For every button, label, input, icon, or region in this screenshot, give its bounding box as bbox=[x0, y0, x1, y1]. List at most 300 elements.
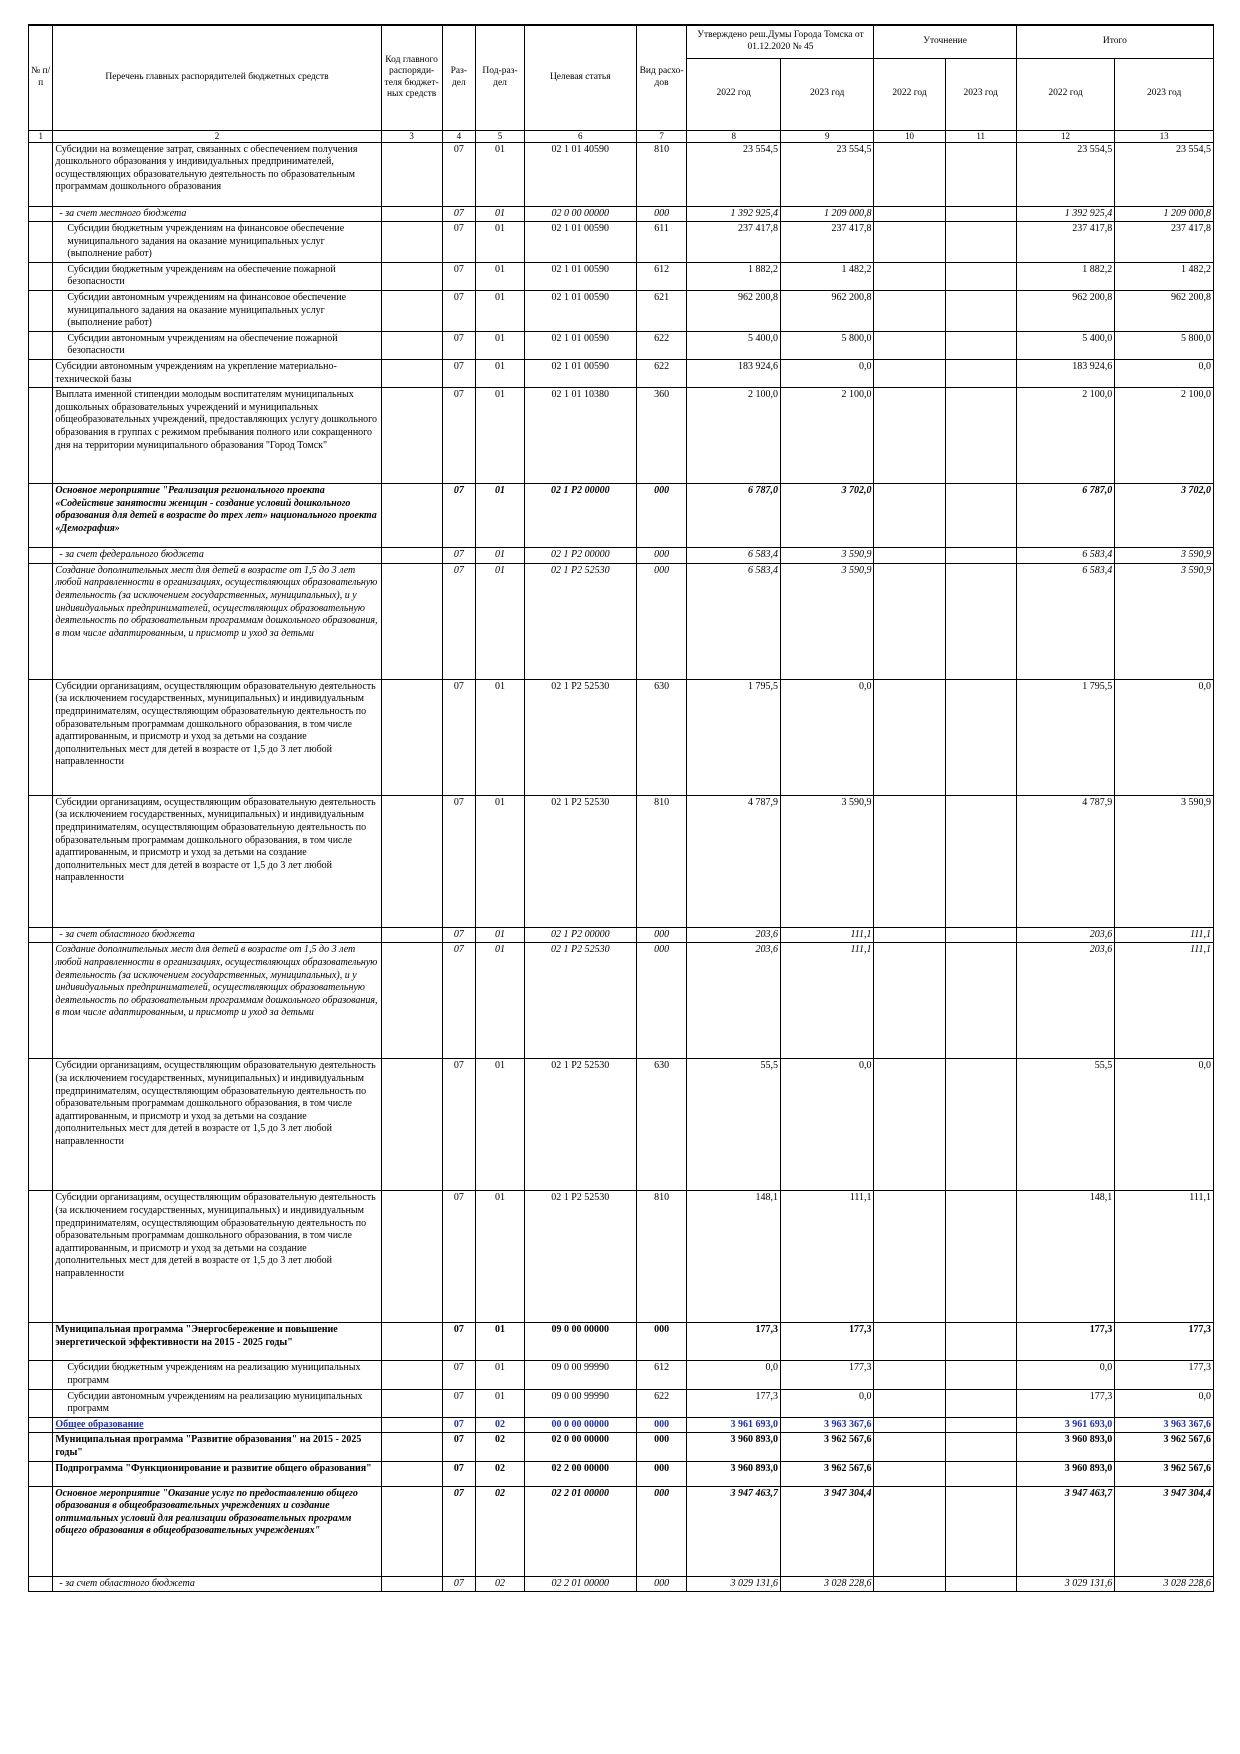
cell-a23: 237 417,8 bbox=[780, 222, 874, 263]
cell-r: 07 bbox=[442, 1059, 476, 1191]
cell-code bbox=[381, 484, 442, 548]
cell-v: 000 bbox=[636, 548, 687, 564]
colnum: 9 bbox=[780, 130, 874, 142]
cell-v: 612 bbox=[636, 262, 687, 290]
cell-num bbox=[29, 331, 53, 359]
cell-r: 07 bbox=[442, 360, 476, 388]
cell-s22: 203,6 bbox=[1016, 927, 1115, 943]
cell-s22: 5 400,0 bbox=[1016, 331, 1115, 359]
cell-s22: 2 100,0 bbox=[1016, 388, 1115, 484]
header-total-2023: 2023 год bbox=[1115, 58, 1214, 130]
cell-u23 bbox=[945, 142, 1016, 206]
cell-u22 bbox=[874, 388, 945, 484]
cell-r: 07 bbox=[442, 795, 476, 927]
cell-u23 bbox=[945, 206, 1016, 222]
cell-s23: 3 590,9 bbox=[1115, 548, 1214, 564]
header-razdel: Раз-дел bbox=[442, 25, 476, 130]
cell-code bbox=[381, 222, 442, 263]
table-row bbox=[29, 1059, 1214, 1191]
cell-u23 bbox=[945, 1486, 1016, 1576]
cell-num bbox=[29, 206, 53, 222]
cell-r: 07 bbox=[442, 1323, 476, 1361]
cell-a23: 23 554,5 bbox=[780, 142, 874, 206]
cell-s23: 23 554,5 bbox=[1115, 142, 1214, 206]
cell-p: 01 bbox=[476, 484, 525, 548]
cell-v: 612 bbox=[636, 1361, 687, 1389]
cell-s22: 1 795,5 bbox=[1016, 679, 1115, 795]
cell-u23 bbox=[945, 548, 1016, 564]
cell-u23 bbox=[945, 927, 1016, 943]
table-row bbox=[29, 927, 1214, 943]
cell-a22: 177,3 bbox=[687, 1323, 780, 1361]
cell-t: 02 1 P2 52530 bbox=[524, 1059, 636, 1191]
cell-p: 01 bbox=[476, 679, 525, 795]
cell-r: 07 bbox=[442, 1191, 476, 1323]
cell-s22: 6 583,4 bbox=[1016, 548, 1115, 564]
cell-s22: 148,1 bbox=[1016, 1191, 1115, 1323]
cell-s22: 1 392 925,4 bbox=[1016, 206, 1115, 222]
cell-s22: 183 924,6 bbox=[1016, 360, 1115, 388]
cell-v: 000 bbox=[636, 1417, 687, 1433]
cell-a22: 203,6 bbox=[687, 943, 780, 1059]
cell-a23: 3 702,0 bbox=[780, 484, 874, 548]
cell-p: 01 bbox=[476, 360, 525, 388]
table-row bbox=[29, 142, 1214, 206]
cell-r: 07 bbox=[442, 1389, 476, 1417]
cell-v: 611 bbox=[636, 222, 687, 263]
cell-u23 bbox=[945, 1433, 1016, 1461]
cell-v: 810 bbox=[636, 795, 687, 927]
cell-a23: 0,0 bbox=[780, 360, 874, 388]
cell-u23 bbox=[945, 1361, 1016, 1389]
cell-u23 bbox=[945, 360, 1016, 388]
cell-code bbox=[381, 1059, 442, 1191]
cell-v: 000 bbox=[636, 1433, 687, 1461]
cell-u23 bbox=[945, 679, 1016, 795]
cell-a22: 3 947 463,7 bbox=[687, 1486, 780, 1576]
cell-u23 bbox=[945, 1417, 1016, 1433]
cell-a22: 3 960 893,0 bbox=[687, 1433, 780, 1461]
cell-code bbox=[381, 679, 442, 795]
cell-u23 bbox=[945, 262, 1016, 290]
cell-u22 bbox=[874, 1433, 945, 1461]
cell-num bbox=[29, 1433, 53, 1461]
cell-num bbox=[29, 1461, 53, 1486]
header-clarify: Уточнение bbox=[874, 25, 1016, 58]
cell-name: Субсидии организациям, осуществляющим образовательную деятельность (за исключением государственных, муниципальных) и индивидуальным предпринимателям, осуществляющим образовательную деятельность по образовательным программам дошкольного образования, в том числе адаптированным, и присмотр и уход за детьми на создание дополнительных мест для детей в возрасте от 1,5 до 3 лет любой направленности bbox=[53, 1191, 381, 1323]
cell-p: 01 bbox=[476, 222, 525, 263]
cell-code bbox=[381, 262, 442, 290]
cell-r: 07 bbox=[442, 563, 476, 679]
cell-a22: 6 583,4 bbox=[687, 563, 780, 679]
cell-t: 02 1 P2 00000 bbox=[524, 927, 636, 943]
cell-num bbox=[29, 142, 53, 206]
cell-a23: 3 947 304,4 bbox=[780, 1486, 874, 1576]
table-row bbox=[29, 548, 1214, 564]
cell-p: 01 bbox=[476, 1389, 525, 1417]
cell-r: 07 bbox=[442, 388, 476, 484]
cell-code bbox=[381, 927, 442, 943]
cell-v: 621 bbox=[636, 291, 687, 332]
cell-u23 bbox=[945, 1323, 1016, 1361]
header-code: Код главного распоряди-теля бюджет-ных средств bbox=[381, 25, 442, 130]
cell-code bbox=[381, 291, 442, 332]
cell-r: 07 bbox=[442, 1361, 476, 1389]
cell-u23 bbox=[945, 388, 1016, 484]
cell-s23: 3 963 367,6 bbox=[1115, 1417, 1214, 1433]
cell-s23: 0,0 bbox=[1115, 360, 1214, 388]
cell-s22: 177,3 bbox=[1016, 1389, 1115, 1417]
cell-a23: 3 590,9 bbox=[780, 548, 874, 564]
cell-u22 bbox=[874, 142, 945, 206]
cell-r: 07 bbox=[442, 1486, 476, 1576]
cell-s22: 3 947 463,7 bbox=[1016, 1486, 1115, 1576]
cell-p: 01 bbox=[476, 795, 525, 927]
cell-p: 01 bbox=[476, 206, 525, 222]
cell-name: Субсидии организациям, осуществляющим образовательную деятельность (за исключением государственных, муниципальных) и индивидуальным предпринимателям, осуществляющим образовательную деятельность по образовательным программам дошкольного образования, в том числе адаптированным, и присмотр и уход за детьми на создание дополнительных мест для детей в возрасте от 1,5 до 3 лет любой направленности bbox=[53, 795, 381, 927]
cell-code bbox=[381, 563, 442, 679]
cell-a22: 5 400,0 bbox=[687, 331, 780, 359]
cell-p: 01 bbox=[476, 1361, 525, 1389]
cell-u22 bbox=[874, 1417, 945, 1433]
cell-t: 02 1 01 00590 bbox=[524, 291, 636, 332]
table-row bbox=[29, 388, 1214, 484]
cell-u22 bbox=[874, 1461, 945, 1486]
cell-a22: 3 960 893,0 bbox=[687, 1461, 780, 1486]
cell-s23: 3 947 304,4 bbox=[1115, 1486, 1214, 1576]
cell-s22: 6 787,0 bbox=[1016, 484, 1115, 548]
cell-a23: 3 962 567,6 bbox=[780, 1433, 874, 1461]
cell-a22: 3 961 693,0 bbox=[687, 1417, 780, 1433]
cell-name: Субсидии бюджетным учреждениям на обеспечение пожарной безопасности bbox=[53, 262, 381, 290]
cell-s23: 3 028 228,6 bbox=[1115, 1576, 1214, 1592]
table-row bbox=[29, 360, 1214, 388]
cell-r: 07 bbox=[442, 291, 476, 332]
table-row bbox=[29, 679, 1214, 795]
colnum: 12 bbox=[1016, 130, 1115, 142]
cell-a23: 5 800,0 bbox=[780, 331, 874, 359]
cell-v: 000 bbox=[636, 1461, 687, 1486]
cell-s23: 0,0 bbox=[1115, 679, 1214, 795]
cell-name: Субсидии бюджетным учреждениям на реализацию муниципальных программ bbox=[53, 1361, 381, 1389]
table-row bbox=[29, 1461, 1214, 1486]
cell-name: - за счет областного бюджета bbox=[53, 1576, 381, 1592]
cell-v: 630 bbox=[636, 1059, 687, 1191]
cell-r: 07 bbox=[442, 1576, 476, 1592]
cell-s23: 2 100,0 bbox=[1115, 388, 1214, 484]
cell-name: Подпрограмма "Функционирование и развитие общего образования" bbox=[53, 1461, 381, 1486]
cell-a23: 111,1 bbox=[780, 927, 874, 943]
cell-num bbox=[29, 1191, 53, 1323]
cell-v: 360 bbox=[636, 388, 687, 484]
cell-a22: 203,6 bbox=[687, 927, 780, 943]
cell-name: - за счет областного бюджета bbox=[53, 927, 381, 943]
cell-r: 07 bbox=[442, 331, 476, 359]
cell-p: 01 bbox=[476, 1323, 525, 1361]
cell-name: Выплата именной стипендии молодым воспитателям муниципальных дошкольных образовательных учреждений и муниципальных общеобразовательных учреждений, предоставляющих услугу дошкольного образования в группах с режимом пребывания полного или сокращенного дня на территории муниципального образования "Город Томск" bbox=[53, 388, 381, 484]
header-name: Перечень главных распорядителей бюджетных средств bbox=[53, 25, 381, 130]
cell-a23: 1 209 000,8 bbox=[780, 206, 874, 222]
cell-v: 000 bbox=[636, 1323, 687, 1361]
cell-name: Субсидии автономным учреждениям на реализацию муниципальных программ bbox=[53, 1389, 381, 1417]
colnum: 11 bbox=[945, 130, 1016, 142]
cell-code bbox=[381, 548, 442, 564]
header-clarify-2023: 2023 год bbox=[945, 58, 1016, 130]
cell-v: 622 bbox=[636, 331, 687, 359]
cell-s22: 177,3 bbox=[1016, 1323, 1115, 1361]
cell-s22: 3 960 893,0 bbox=[1016, 1433, 1115, 1461]
cell-p: 01 bbox=[476, 1059, 525, 1191]
cell-v: 000 bbox=[636, 563, 687, 679]
cell-p: 01 bbox=[476, 927, 525, 943]
header-approved: Утверждено реш.Думы Города Томска от 01.12.2020 № 45 bbox=[687, 25, 874, 58]
cell-u22 bbox=[874, 291, 945, 332]
cell-u23 bbox=[945, 943, 1016, 1059]
cell-v: 810 bbox=[636, 142, 687, 206]
cell-num bbox=[29, 388, 53, 484]
cell-a23: 3 590,9 bbox=[780, 795, 874, 927]
cell-a23: 962 200,8 bbox=[780, 291, 874, 332]
table-row bbox=[29, 943, 1214, 1059]
cell-v: 000 bbox=[636, 1576, 687, 1592]
cell-u22 bbox=[874, 1059, 945, 1191]
cell-code bbox=[381, 943, 442, 1059]
table-row bbox=[29, 484, 1214, 548]
table-row bbox=[29, 1576, 1214, 1592]
cell-r: 07 bbox=[442, 548, 476, 564]
cell-u23 bbox=[945, 331, 1016, 359]
cell-num bbox=[29, 1361, 53, 1389]
cell-u23 bbox=[945, 1461, 1016, 1486]
header-total-2022: 2022 год bbox=[1016, 58, 1115, 130]
table-row bbox=[29, 291, 1214, 332]
cell-num bbox=[29, 795, 53, 927]
cell-r: 07 bbox=[442, 1417, 476, 1433]
cell-s23: 177,3 bbox=[1115, 1323, 1214, 1361]
cell-a22: 2 100,0 bbox=[687, 388, 780, 484]
cell-s22: 23 554,5 bbox=[1016, 142, 1115, 206]
cell-code bbox=[381, 795, 442, 927]
cell-u22 bbox=[874, 1191, 945, 1323]
cell-p: 01 bbox=[476, 142, 525, 206]
cell-s22: 0,0 bbox=[1016, 1361, 1115, 1389]
cell-u22 bbox=[874, 222, 945, 263]
cell-p: 02 bbox=[476, 1433, 525, 1461]
cell-u22 bbox=[874, 927, 945, 943]
cell-v: 622 bbox=[636, 360, 687, 388]
cell-r: 07 bbox=[442, 1461, 476, 1486]
cell-r: 07 bbox=[442, 943, 476, 1059]
cell-u22 bbox=[874, 360, 945, 388]
cell-a23: 2 100,0 bbox=[780, 388, 874, 484]
cell-a23: 3 590,9 bbox=[780, 563, 874, 679]
header-clarify-2022: 2022 год bbox=[874, 58, 945, 130]
cell-a22: 6 583,4 bbox=[687, 548, 780, 564]
cell-t: 09 0 00 99990 bbox=[524, 1361, 636, 1389]
cell-num bbox=[29, 1389, 53, 1417]
cell-name: Субсидии автономным учреждениям на укрепление материально-технической базы bbox=[53, 360, 381, 388]
cell-code bbox=[381, 142, 442, 206]
cell-s22: 3 029 131,6 bbox=[1016, 1576, 1115, 1592]
cell-u23 bbox=[945, 1191, 1016, 1323]
cell-t: 02 0 00 00000 bbox=[524, 1433, 636, 1461]
colnum: 5 bbox=[476, 130, 525, 142]
cell-s23: 111,1 bbox=[1115, 927, 1214, 943]
cell-num bbox=[29, 1323, 53, 1361]
cell-v: 000 bbox=[636, 484, 687, 548]
cell-a22: 237 417,8 bbox=[687, 222, 780, 263]
header-approved-2023: 2023 год bbox=[780, 58, 874, 130]
cell-r: 07 bbox=[442, 484, 476, 548]
cell-u22 bbox=[874, 563, 945, 679]
cell-code bbox=[381, 206, 442, 222]
cell-name: Субсидии на возмещение затрат, связанных с обеспечением получения дошкольного образования у индивидуальных предпринимателей, осуществляющих образовательную деятельность по образовательным программам дошкольного образования bbox=[53, 142, 381, 206]
cell-s22: 962 200,8 bbox=[1016, 291, 1115, 332]
cell-u23 bbox=[945, 1576, 1016, 1592]
cell-a23: 111,1 bbox=[780, 943, 874, 1059]
cell-t: 02 1 P2 00000 bbox=[524, 484, 636, 548]
cell-r: 07 bbox=[442, 206, 476, 222]
table-row bbox=[29, 1486, 1214, 1576]
header-total: Итого bbox=[1016, 25, 1213, 58]
cell-a22: 177,3 bbox=[687, 1389, 780, 1417]
cell-num bbox=[29, 1486, 53, 1576]
cell-a22: 183 924,6 bbox=[687, 360, 780, 388]
table-row bbox=[29, 222, 1214, 263]
table-row bbox=[29, 1323, 1214, 1361]
cell-name: Основное мероприятие "Оказание услуг по предоставлению общего образования в общеобразовательных учреждениях и создание оптимальных условий для реализации образовательных программ общего образования в общеобразовательных учреждениях" bbox=[53, 1486, 381, 1576]
cell-s22: 3 960 893,0 bbox=[1016, 1461, 1115, 1486]
cell-s23: 3 590,9 bbox=[1115, 795, 1214, 927]
cell-code bbox=[381, 1433, 442, 1461]
cell-s22: 4 787,9 bbox=[1016, 795, 1115, 927]
cell-name: Основное мероприятие "Реализация регионального проекта «Содействие занятости женщин - создание условий дошкольного образования для детей в возрасте до трех лет» национального проекта «Демография» bbox=[53, 484, 381, 548]
colnum: 1 bbox=[29, 130, 53, 142]
cell-a22: 1 392 925,4 bbox=[687, 206, 780, 222]
cell-name: - за счет федерального бюджета bbox=[53, 548, 381, 564]
cell-u23 bbox=[945, 563, 1016, 679]
cell-code bbox=[381, 1576, 442, 1592]
cell-code bbox=[381, 331, 442, 359]
cell-r: 07 bbox=[442, 927, 476, 943]
cell-s23: 0,0 bbox=[1115, 1059, 1214, 1191]
cell-r: 07 bbox=[442, 142, 476, 206]
cell-t: 02 1 01 00590 bbox=[524, 360, 636, 388]
cell-a22: 962 200,8 bbox=[687, 291, 780, 332]
cell-name: Субсидии организациям, осуществляющим образовательную деятельность (за исключением государственных, муниципальных) и индивидуальным предпринимателям, осуществляющим образовательную деятельность по образовательным программам дошкольного образования, в том числе адаптированным, и присмотр и уход за детьми на создание дополнительных мест для детей в возрасте от 1,5 до 3 лет любой направленности bbox=[53, 1059, 381, 1191]
cell-u22 bbox=[874, 1361, 945, 1389]
cell-num bbox=[29, 943, 53, 1059]
cell-num bbox=[29, 679, 53, 795]
cell-a22: 0,0 bbox=[687, 1361, 780, 1389]
table-row bbox=[29, 262, 1214, 290]
cell-s22: 3 961 693,0 bbox=[1016, 1417, 1115, 1433]
cell-t: 02 1 01 00590 bbox=[524, 331, 636, 359]
table-header bbox=[29, 25, 1214, 142]
cell-num bbox=[29, 222, 53, 263]
cell-s22: 1 882,2 bbox=[1016, 262, 1115, 290]
cell-s23: 3 962 567,6 bbox=[1115, 1433, 1214, 1461]
cell-s23: 3 702,0 bbox=[1115, 484, 1214, 548]
cell-s23: 111,1 bbox=[1115, 943, 1214, 1059]
cell-u23 bbox=[945, 1059, 1016, 1191]
cell-p: 01 bbox=[476, 291, 525, 332]
cell-p: 02 bbox=[476, 1461, 525, 1486]
cell-u23 bbox=[945, 484, 1016, 548]
table-row bbox=[29, 563, 1214, 679]
cell-s23: 1 482,2 bbox=[1115, 262, 1214, 290]
column-numbers-row bbox=[29, 130, 1214, 142]
cell-p: 01 bbox=[476, 262, 525, 290]
cell-t: 02 1 P2 00000 bbox=[524, 548, 636, 564]
cell-u22 bbox=[874, 1486, 945, 1576]
cell-v: 000 bbox=[636, 206, 687, 222]
cell-t: 02 1 P2 52530 bbox=[524, 563, 636, 679]
cell-a22: 1 795,5 bbox=[687, 679, 780, 795]
table-row bbox=[29, 206, 1214, 222]
cell-u22 bbox=[874, 1323, 945, 1361]
cell-r: 07 bbox=[442, 1433, 476, 1461]
cell-a23: 177,3 bbox=[780, 1361, 874, 1389]
cell-s23: 5 800,0 bbox=[1115, 331, 1214, 359]
cell-s22: 55,5 bbox=[1016, 1059, 1115, 1191]
cell-code bbox=[381, 1361, 442, 1389]
cell-code bbox=[381, 1323, 442, 1361]
cell-s23: 962 200,8 bbox=[1115, 291, 1214, 332]
cell-s23: 177,3 bbox=[1115, 1361, 1214, 1389]
cell-t: 02 1 01 00590 bbox=[524, 262, 636, 290]
colnum: 7 bbox=[636, 130, 687, 142]
cell-p: 01 bbox=[476, 943, 525, 1059]
cell-r: 07 bbox=[442, 222, 476, 263]
cell-t: 09 0 00 00000 bbox=[524, 1323, 636, 1361]
cell-num bbox=[29, 291, 53, 332]
cell-a23: 111,1 bbox=[780, 1191, 874, 1323]
cell-a22: 23 554,5 bbox=[687, 142, 780, 206]
cell-t: 02 1 P2 52530 bbox=[524, 679, 636, 795]
colnum: 2 bbox=[53, 130, 381, 142]
cell-u22 bbox=[874, 943, 945, 1059]
cell-v: 000 bbox=[636, 1486, 687, 1576]
cell-t: 02 1 01 40590 bbox=[524, 142, 636, 206]
table-row bbox=[29, 1433, 1214, 1461]
table-row bbox=[29, 1417, 1214, 1433]
cell-u22 bbox=[874, 484, 945, 548]
colnum: 3 bbox=[381, 130, 442, 142]
cell-code bbox=[381, 1389, 442, 1417]
header-num: № п/п bbox=[29, 25, 53, 130]
cell-p: 02 bbox=[476, 1486, 525, 1576]
cell-name: - за счет местного бюджета bbox=[53, 206, 381, 222]
table-row bbox=[29, 1361, 1214, 1389]
cell-v: 810 bbox=[636, 1191, 687, 1323]
cell-code bbox=[381, 1461, 442, 1486]
cell-u22 bbox=[874, 1389, 945, 1417]
header-vid: Вид расхо-дов bbox=[636, 25, 687, 130]
cell-t: 02 1 01 00590 bbox=[524, 222, 636, 263]
cell-num bbox=[29, 262, 53, 290]
table-row bbox=[29, 795, 1214, 927]
cell-t: 02 2 01 00000 bbox=[524, 1576, 636, 1592]
budget-table bbox=[28, 24, 1214, 1592]
cell-p: 02 bbox=[476, 1576, 525, 1592]
cell-code bbox=[381, 388, 442, 484]
header-podrazdel: Под-раз-дел bbox=[476, 25, 525, 130]
cell-num bbox=[29, 1576, 53, 1592]
cell-u22 bbox=[874, 206, 945, 222]
cell-p: 01 bbox=[476, 388, 525, 484]
cell-t: 02 1 P2 52530 bbox=[524, 1191, 636, 1323]
